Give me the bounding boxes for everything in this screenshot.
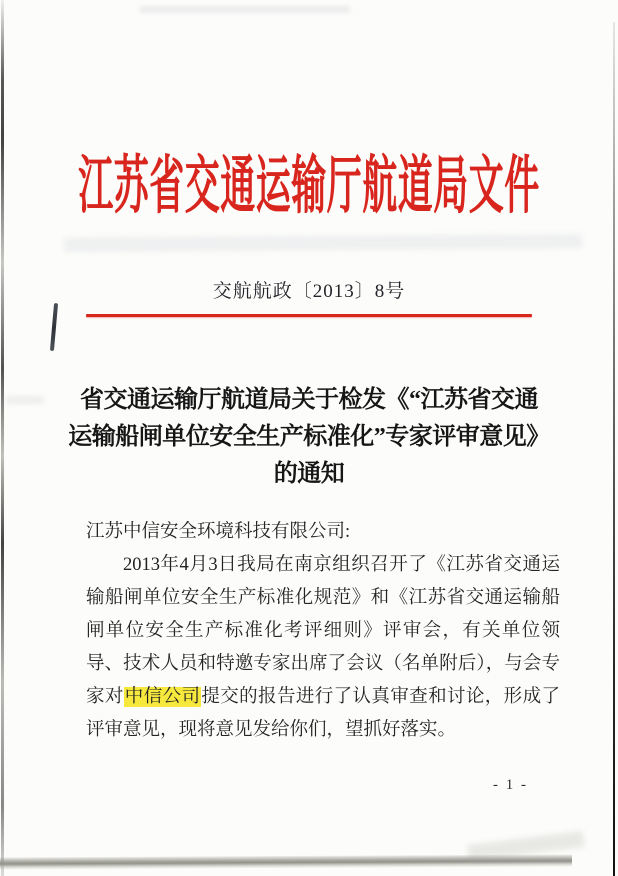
red-divider-line <box>86 314 532 317</box>
highlighted-company-name: 中信公司 <box>124 687 201 707</box>
document-title-line2: 运输船闸单位安全生产标准化”专家评审意见》 <box>68 424 550 450</box>
scan-bottom-shadow <box>0 855 572 870</box>
scan-smudge <box>64 234 582 252</box>
page-number: - 1 - <box>493 777 528 793</box>
staple-mark <box>50 303 58 351</box>
document-title <box>59 382 559 493</box>
salutation: 江苏中信安全环境科技有限公司: <box>86 522 351 542</box>
paragraph-text-before-highlight: 2013年4月3日我局在南京组织召开了《江苏省交通运输船闸单位安全生产标准化规范》和《江苏省交通运输船闸单位安全生产标准化考评细则》评审会，有关单位领导、技术人员和特邀专家出席了会议（名单附后），与会专家对 <box>86 555 560 707</box>
body-paragraph <box>86 549 560 747</box>
document-number: 交航航政〔2013〕8号 <box>212 281 406 302</box>
document-title-line3: 的通知 <box>273 461 345 487</box>
document-title-line1: 省交通运输厅航道局关于检发《“江苏省交通 <box>80 387 538 413</box>
scan-smudge <box>140 6 350 13</box>
paragraph-text-after-highlight: 提交的报告进行了认真审查和讨论，形成了评审意见，现将意见发给你们，望抓好落实。 <box>86 687 560 740</box>
document-body <box>86 516 560 747</box>
scan-smudge <box>6 396 44 404</box>
scan-left-edge <box>1 0 4 876</box>
letterhead <box>0 150 618 222</box>
letterhead-title: 江苏省交通运输厅航道局文件 <box>78 151 540 222</box>
